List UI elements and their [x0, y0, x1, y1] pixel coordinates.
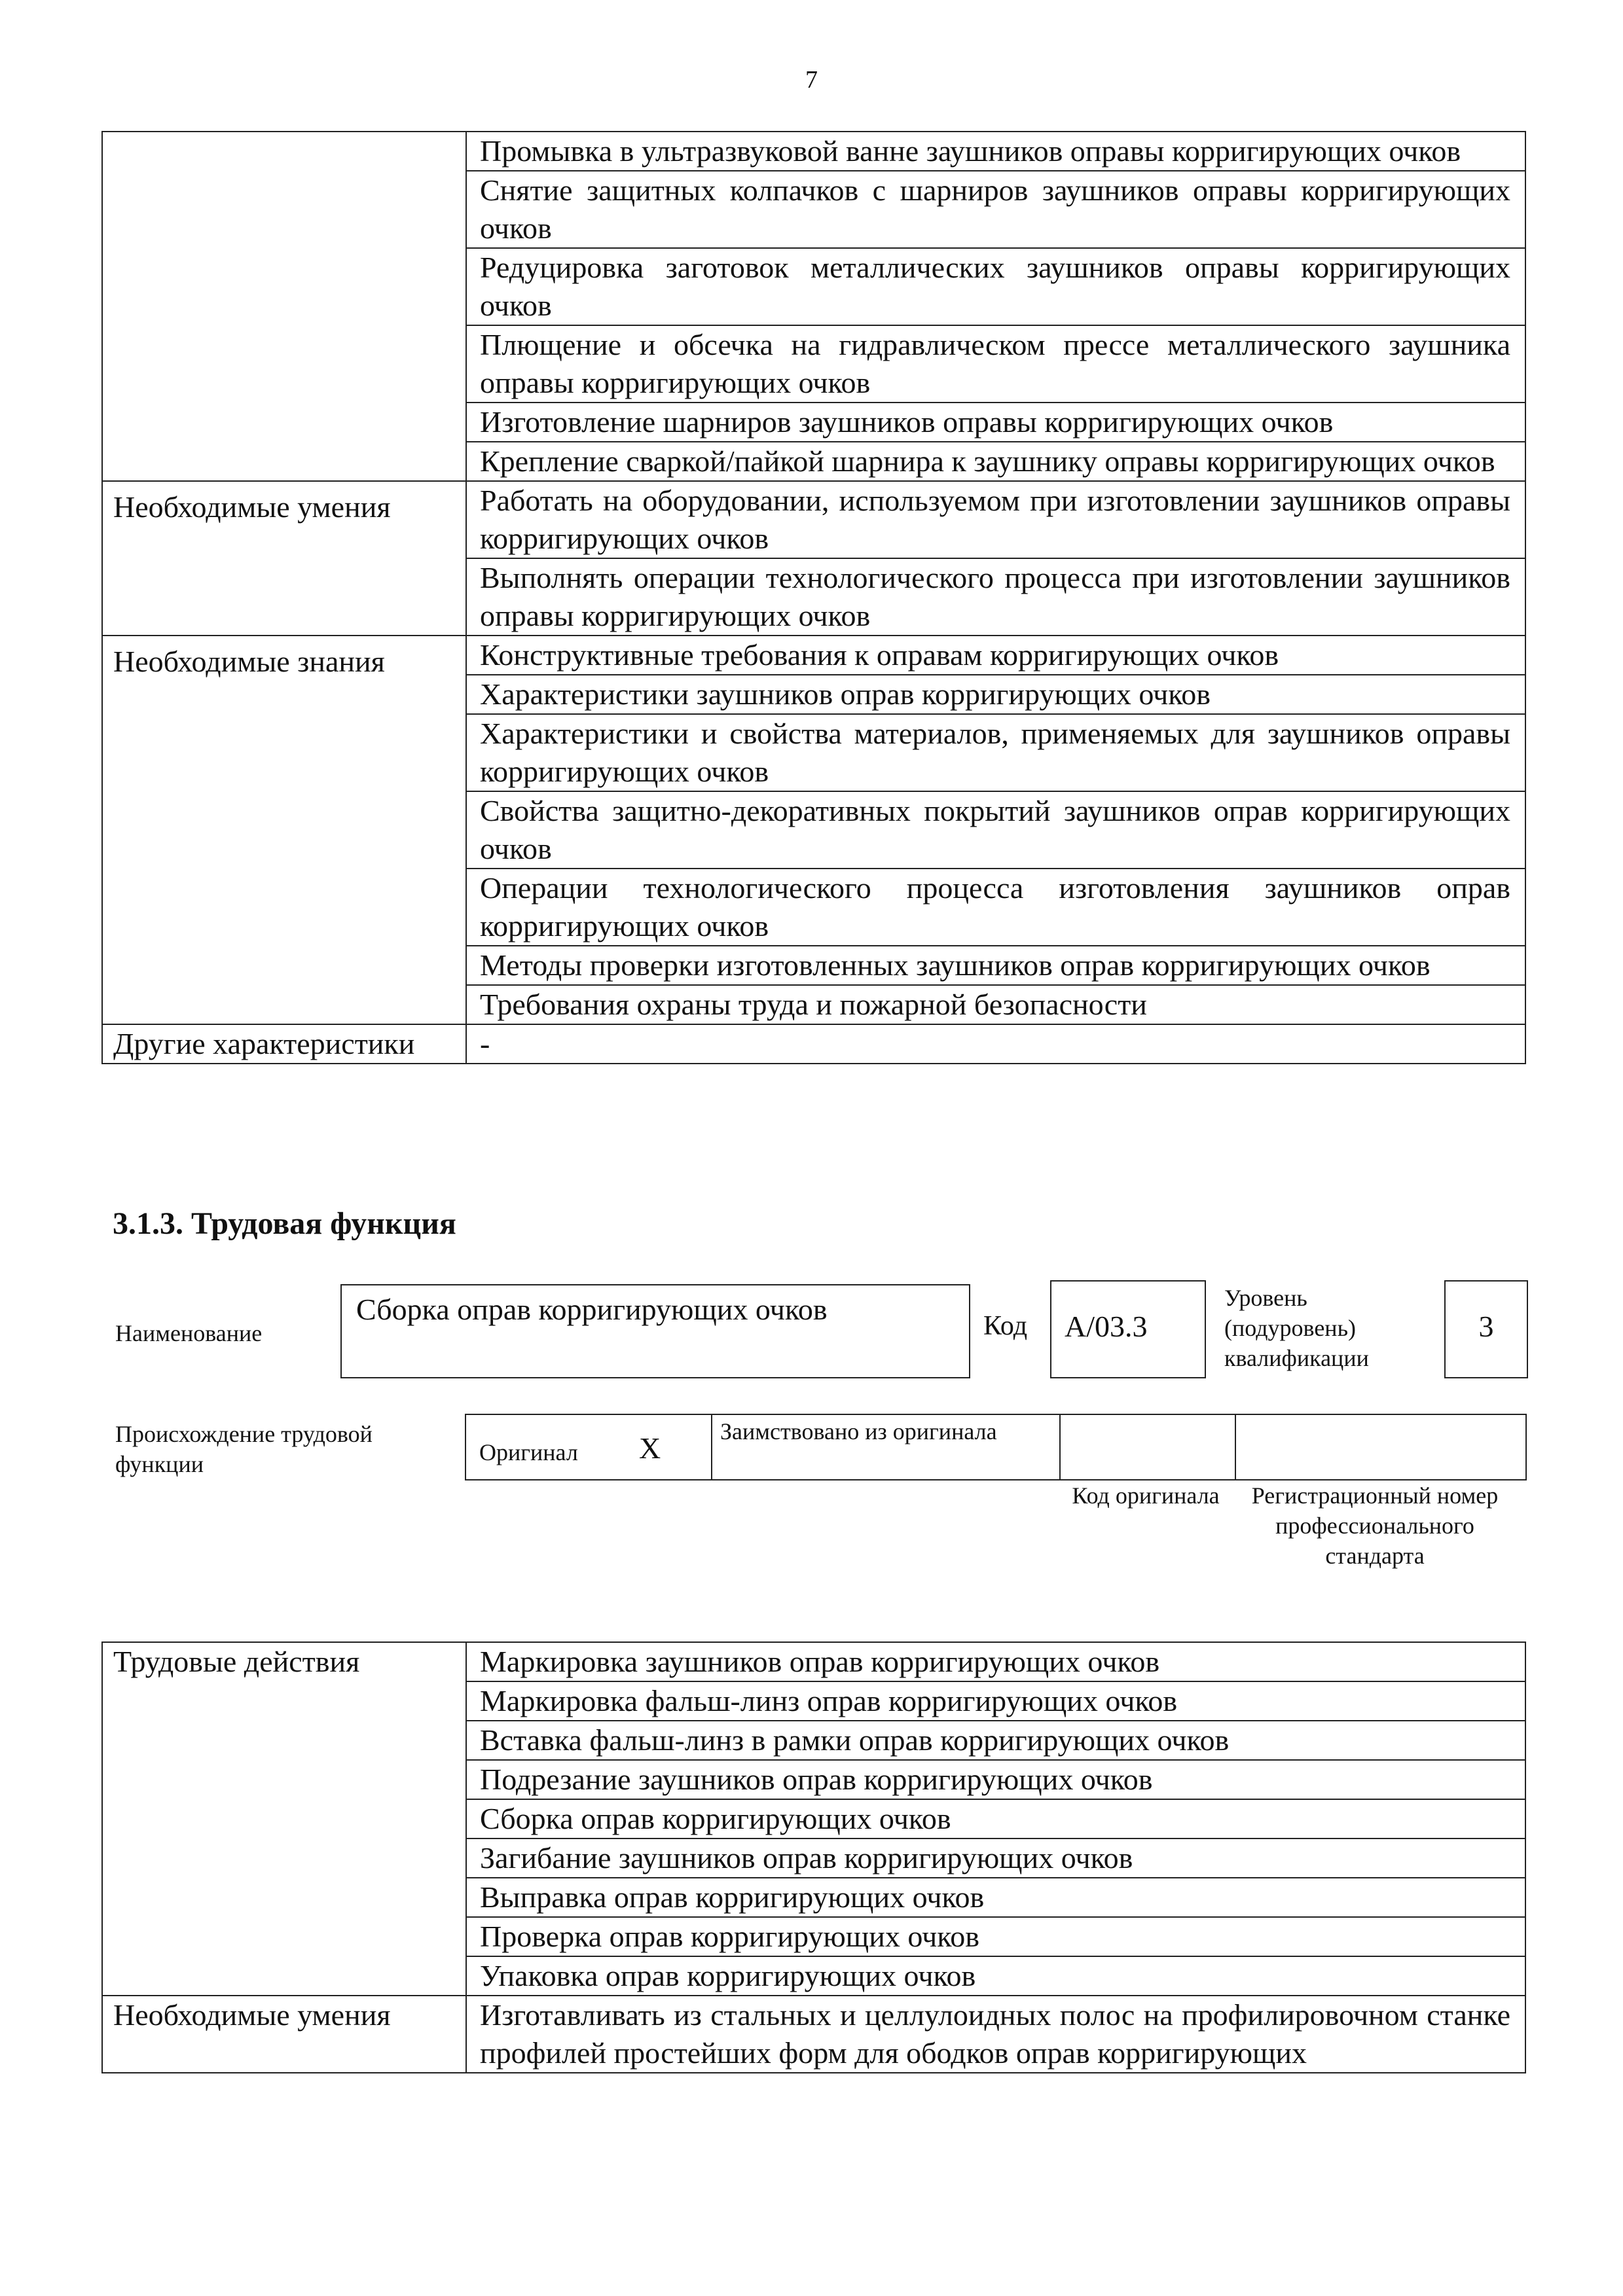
table-cell: Сборка оправ корригирующих очков	[466, 1799, 1525, 1839]
table-cell: Маркировка фальш-линз оправ корригирующих очков	[466, 1681, 1525, 1721]
code-box	[1050, 1280, 1206, 1378]
table-cell: Выправка оправ корригирующих очков	[466, 1878, 1525, 1917]
table-cell: Редуцировка заготовок металлических заушников оправы корригирующих очков	[466, 248, 1525, 325]
name-box	[340, 1284, 970, 1378]
section-heading: 3.1.3. Трудовая функция	[113, 1206, 456, 1241]
table-row	[102, 1996, 1525, 2073]
name-value: Сборка оправ корригирующих очков	[356, 1293, 828, 1326]
table-cell: Подрезание заушников оправ корригирующих очков	[466, 1760, 1525, 1799]
table-cell: Маркировка заушников оправ корригирующих очков	[466, 1642, 1525, 1681]
table-cell: Снятие защитных колпачков с шарниров заушников оправы корригирующих очков	[466, 171, 1525, 248]
code-value: А/03.3	[1065, 1310, 1148, 1343]
table-cell: -	[466, 1024, 1525, 1064]
table-cell: Методы проверки изготовленных заушников оправ корригирующих очков	[466, 946, 1525, 985]
name-label: Наименование	[115, 1320, 263, 1346]
code-caption: Код оригинала	[1072, 1482, 1220, 1509]
row-label: Необходимые умения	[102, 481, 466, 636]
table-cell: Работать на оборудовании, используемом при изготовлении заушников оправы корригирующих очков	[466, 481, 1525, 558]
page-number: 7	[805, 66, 818, 94]
table-cell: Упаковка оправ корригирующих очков	[466, 1956, 1525, 1996]
table-row	[102, 636, 1525, 675]
table-row	[102, 1642, 1525, 1681]
table-cell: Вставка фальш-линз в рамки оправ корригирующих очков	[466, 1721, 1525, 1760]
level-box	[1444, 1280, 1528, 1378]
borrowed-label: Заимствовано из оригинала	[720, 1418, 997, 1444]
table-row	[102, 132, 1525, 171]
top-table	[101, 131, 1526, 1064]
original-mark: X	[639, 1431, 661, 1465]
original-label: Оригинал	[479, 1439, 578, 1465]
level-label: Уровень (подуровень) квалификации	[1224, 1285, 1369, 1371]
divider	[711, 1415, 712, 1479]
table-cell: Крепление сваркой/пайкой шарнира к заушнику оправы корригирующих очков	[466, 442, 1525, 481]
origin-box	[465, 1414, 1527, 1480]
row-label: Необходимые знания	[102, 636, 466, 1024]
table-cell: Изготавливать из стальных и целлулоидных полос на профилировочном станке профилей простейших форм для ободков оправ корригирующих	[466, 1996, 1525, 2073]
table-cell: Изготовление шарниров заушников оправы корригирующих очков	[466, 403, 1525, 442]
row-label: Необходимые умения	[102, 1996, 466, 2073]
table-cell: Промывка в ультразвуковой ванне заушников оправы корригирующих очков	[466, 132, 1525, 171]
reg-caption: Регистрационный номер профессионального стандарта	[1251, 1482, 1499, 1569]
row-label: Другие характеристики	[102, 1024, 466, 1064]
origin-label: Происхождение трудовой функции	[115, 1421, 373, 1477]
table-cell: Требования охраны труда и пожарной безопасности	[466, 985, 1525, 1024]
table-cell: Выполнять операции технологического процесса при изготовлении заушников оправы корригирующих очков	[466, 558, 1525, 636]
table-cell: Проверка оправ корригирующих очков	[466, 1917, 1525, 1956]
table-cell: Загибание заушников оправ корригирующих очков	[466, 1839, 1525, 1878]
divider	[1059, 1415, 1061, 1479]
row-label	[102, 132, 466, 481]
divider	[1235, 1415, 1236, 1479]
row-label: Трудовые действия	[102, 1642, 466, 1996]
table-cell: Характеристики и свойства материалов, применяемых для заушников оправы корригирующих очков	[466, 714, 1525, 791]
table-cell: Плющение и обсечка на гидравлическом прессе металлического заушника оправы корригирующих очков	[466, 325, 1525, 403]
table-cell: Операции технологического процесса изготовления заушников оправ корригирующих очков	[466, 869, 1525, 946]
table-row	[102, 481, 1525, 558]
level-value: 3	[1478, 1310, 1494, 1343]
table-row	[102, 1024, 1525, 1064]
table-cell: Конструктивные требования к оправам корригирующих очков	[466, 636, 1525, 675]
table-cell: Свойства защитно-декоративных покрытий заушников оправ корригирующих очков	[466, 791, 1525, 869]
bottom-table	[101, 1641, 1526, 2073]
code-label: Код	[983, 1311, 1028, 1341]
table-cell: Характеристики заушников оправ корригирующих очков	[466, 675, 1525, 714]
